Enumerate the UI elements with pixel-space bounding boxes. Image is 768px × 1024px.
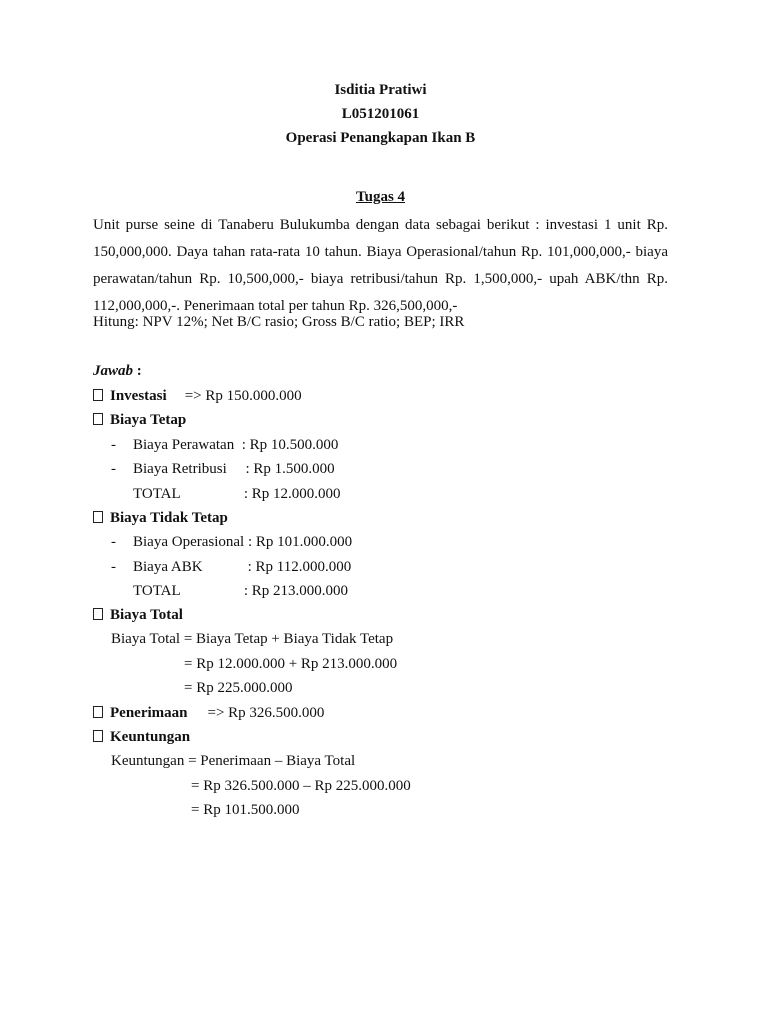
biaya-tidak-tetap-label: Biaya Tidak Tetap (110, 510, 228, 526)
list-item: - Biaya Perawatan : Rp 10.500.000 (111, 437, 339, 453)
biaya-total-step: = Rp 12.000.000 + Rp 213.000.000 (184, 656, 398, 672)
list-item: - Biaya ABK : Rp 112.000.000 (111, 559, 352, 575)
biaya-total-row (93, 607, 183, 624)
answer-heading (93, 363, 142, 380)
list-item: - Biaya Retribusi : Rp 1.500.000 (111, 461, 335, 477)
keuntungan-label: Keuntungan (110, 729, 191, 745)
biaya-tetap-label: Biaya Tetap (110, 412, 187, 428)
biaya-total-formula: Biaya Total = Biaya Tetap + Biaya Tidak Tetap (111, 631, 394, 647)
keuntungan-formula: Keuntungan = Penerimaan – Biaya Total (111, 753, 356, 769)
keuntungan-result: = Rp 101.500.000 (191, 802, 300, 818)
biaya-tidak-tetap-total: TOTAL : Rp 213.000.000 (133, 583, 349, 599)
investasi-label: Investasi (110, 388, 167, 404)
biaya-tetap-total: TOTAL : Rp 12.000.000 (133, 486, 341, 502)
course-title: Operasi Penangkapan Ikan B (285, 130, 476, 146)
penerimaan-value: => Rp 326.500.000 (207, 705, 325, 721)
biaya-total-label: Biaya Total (110, 607, 183, 623)
keuntungan-row (93, 729, 190, 746)
task-paragraph: Unit purse seine di Tanaberu Bulukumba dengan data sebagai berikut : investasi 1 unit Rp. 150,000,000. Daya tahan rata-rata 10 tahun. Biaya Operasional/tahun Rp. 101,000,000,- biaya perawatan/tahun Rp. 10,500,000,- biaya retribusi/tahun Rp. 1,500,000,- upah ABK/thn Rp. 112,000,000,-. Penerimaan total per tahun Rp. 326,500,000,- (93, 217, 668, 314)
penerimaan-label: Penerimaan (110, 705, 188, 721)
task-hitung: Hitung: NPV 12%; Net B/C rasio; Gross B/C ratio; BEP; IRR (93, 314, 465, 330)
investasi-row (93, 388, 302, 405)
biaya-tetap-row (93, 412, 186, 429)
checkbox-icon (93, 413, 103, 425)
checkbox-icon (93, 608, 103, 620)
answer-label: Jawab (93, 363, 134, 379)
checkbox-icon (93, 730, 103, 742)
biaya-total-result: = Rp 225.000.000 (184, 680, 293, 696)
checkbox-icon (93, 389, 103, 401)
checkbox-icon (93, 706, 103, 718)
student-id: L051201061 (341, 106, 420, 122)
author-name: Isditia Pratiwi (334, 82, 427, 98)
checkbox-icon (93, 511, 103, 523)
task-title: Tugas 4 (355, 189, 406, 205)
answer-colon: : (133, 363, 142, 379)
penerimaan-row (93, 705, 324, 722)
keuntungan-step: = Rp 326.500.000 – Rp 225.000.000 (191, 778, 411, 794)
list-item: - Biaya Operasional : Rp 101.000.000 (111, 534, 353, 550)
investasi-value: => Rp 150.000.000 (184, 388, 302, 404)
biaya-tidak-tetap-row (93, 510, 228, 527)
